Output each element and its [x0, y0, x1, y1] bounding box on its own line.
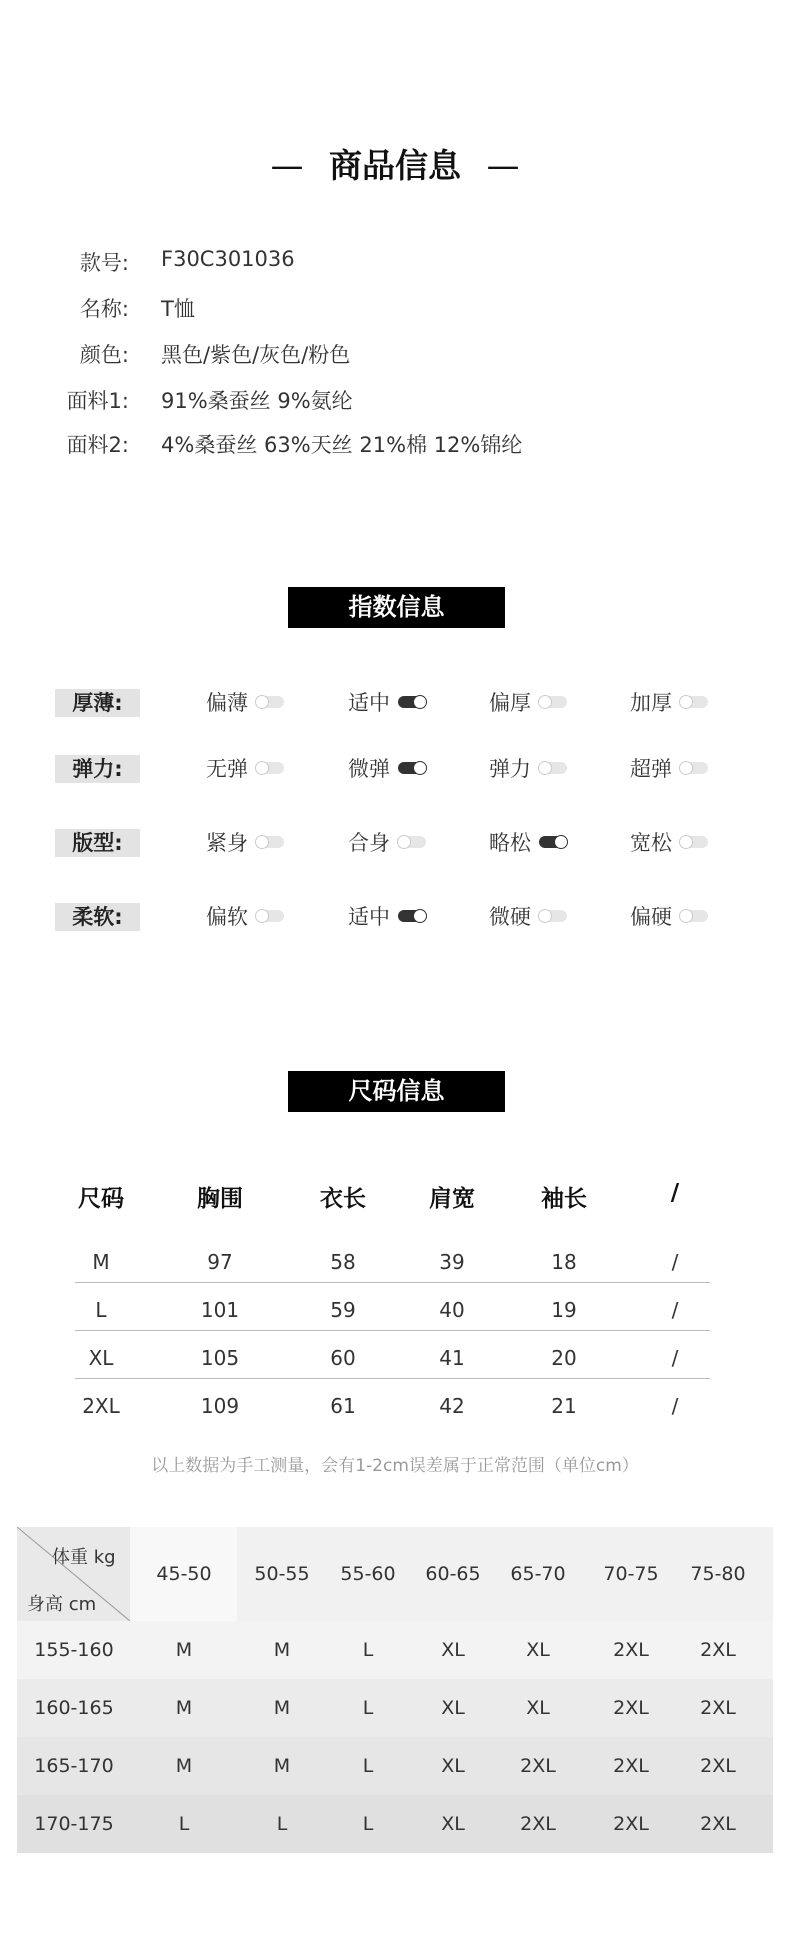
product-info-title: 商品信息	[329, 146, 461, 185]
size-cell: 2XL	[613, 1755, 649, 1777]
size-table-cell: 109	[200, 1394, 240, 1418]
index-row-label: 柔软:	[55, 903, 140, 931]
size-cell: XL	[441, 1639, 465, 1661]
index-option	[206, 903, 284, 931]
title-dash-left: —	[270, 146, 304, 185]
recommend-row	[17, 1737, 773, 1795]
index-option	[348, 903, 426, 931]
index-option-label: 合身	[348, 831, 390, 855]
corner-label-height: 身高 cm	[27, 1594, 97, 1615]
info-label: 名称:	[79, 297, 129, 321]
index-option-label: 适中	[348, 691, 390, 715]
toggle-knob	[413, 909, 427, 923]
size-cell: 2XL	[613, 1697, 649, 1719]
size-cell: 2XL	[700, 1697, 736, 1719]
size-table-cell: 97	[207, 1250, 233, 1274]
size-table-cell: 19	[551, 1298, 577, 1322]
toggle-switch	[256, 836, 284, 848]
info-label: 面料2:	[66, 433, 129, 457]
size-table-cell: /	[671, 1346, 679, 1370]
size-table-cell: L	[95, 1298, 107, 1322]
size-table-cell: 58	[330, 1250, 356, 1274]
index-option-label: 紧身	[206, 831, 248, 855]
size-cell: 2XL	[700, 1813, 736, 1835]
size-cell: XL	[526, 1697, 550, 1719]
index-row-label: 版型:	[55, 829, 140, 857]
info-row-style-no	[0, 247, 790, 287]
recommend-row	[17, 1795, 773, 1853]
toggle-knob	[413, 761, 427, 775]
index-option	[206, 689, 284, 717]
size-table-header: /	[670, 1180, 680, 1206]
index-option	[489, 755, 567, 783]
weight-header: 50-55	[254, 1563, 310, 1585]
index-option-label: 微硬	[489, 905, 531, 929]
index-option-label: 偏薄	[206, 691, 248, 715]
weight-header: 70-75	[603, 1563, 659, 1585]
size-table-header: 衣长	[320, 1186, 366, 1212]
height-range-cell: 165-170	[34, 1755, 114, 1777]
info-row-name	[0, 293, 790, 333]
info-label: 颜色:	[79, 343, 129, 367]
size-cell: XL	[441, 1697, 465, 1719]
index-option-label: 超弹	[630, 757, 672, 781]
index-option-label: 加厚	[630, 691, 672, 715]
size-cell: 2XL	[613, 1639, 649, 1661]
weight-header: 60-65	[425, 1563, 481, 1585]
info-value: T恤	[161, 297, 195, 321]
toggle-knob	[679, 909, 693, 923]
row-divider	[75, 1330, 710, 1331]
size-cell: 2XL	[520, 1755, 556, 1777]
index-option-label: 微弹	[348, 757, 390, 781]
toggle-switch	[680, 696, 708, 708]
toggle-switch	[680, 762, 708, 774]
size-cell: L	[362, 1813, 374, 1835]
index-option-label: 无弹	[206, 757, 248, 781]
size-cell: L	[362, 1697, 374, 1719]
index-option-label: 偏厚	[489, 691, 531, 715]
toggle-switch	[398, 836, 426, 848]
size-table-cell: XL	[88, 1346, 114, 1370]
index-info-banner: 指数信息	[288, 587, 505, 628]
index-option	[630, 829, 708, 857]
index-option	[206, 829, 284, 857]
toggle-knob	[397, 835, 411, 849]
toggle-knob	[413, 695, 427, 709]
info-value: 黑色/紫色/灰色/粉色	[161, 343, 351, 367]
size-table-cell: M	[92, 1250, 110, 1274]
size-cell: L	[362, 1755, 374, 1777]
info-label: 款号:	[79, 251, 129, 275]
product-info-section	[0, 0, 790, 480]
size-cell: XL	[526, 1639, 550, 1661]
weight-header: 65-70	[510, 1563, 566, 1585]
product-info-title-row	[0, 140, 790, 187]
size-cell: 2XL	[700, 1755, 736, 1777]
index-option-label: 偏硬	[630, 905, 672, 929]
toggle-knob	[554, 835, 568, 849]
toggle-knob	[679, 835, 693, 849]
index-option	[489, 829, 567, 857]
weight-header: 75-80	[690, 1563, 746, 1585]
size-table-cell: 101	[200, 1298, 240, 1322]
size-cell: M	[175, 1755, 193, 1777]
toggle-switch	[539, 762, 567, 774]
size-table-cell: /	[671, 1394, 679, 1418]
size-table-cell: 105	[200, 1346, 240, 1370]
size-info-banner: 尺码信息	[288, 1071, 505, 1112]
index-option-label: 略松	[489, 831, 531, 855]
height-range-cell: 170-175	[34, 1813, 114, 1835]
size-cell: XL	[441, 1755, 465, 1777]
recommend-row	[17, 1679, 773, 1737]
index-option	[630, 689, 708, 717]
index-option-label: 偏软	[206, 905, 248, 929]
toggle-switch	[256, 910, 284, 922]
toggle-switch	[256, 696, 284, 708]
size-cell: M	[273, 1755, 291, 1777]
toggle-switch	[539, 910, 567, 922]
info-row-fabric-2	[0, 429, 790, 469]
index-option-label: 适中	[348, 905, 390, 929]
toggle-switch	[256, 762, 284, 774]
index-option	[206, 755, 284, 783]
size-cell: M	[175, 1697, 193, 1719]
toggle-knob	[255, 761, 269, 775]
size-table-cell: 61	[330, 1394, 356, 1418]
toggle-switch	[398, 762, 426, 774]
size-cell: M	[273, 1639, 291, 1661]
index-option	[630, 903, 708, 931]
info-value: 91%桑蚕丝 9%氨纶	[161, 389, 353, 413]
index-option	[489, 689, 567, 717]
index-option	[348, 689, 426, 717]
weight-header: 45-50	[156, 1563, 212, 1585]
size-cell: 2XL	[700, 1639, 736, 1661]
index-option-label: 弹力	[489, 757, 531, 781]
corner-label-weight: 体重 kg	[52, 1547, 116, 1568]
toggle-knob	[538, 761, 552, 775]
size-cell: L	[276, 1813, 288, 1835]
index-row-label: 弹力:	[55, 755, 140, 783]
info-row-color	[0, 339, 790, 379]
index-row-label: 厚薄:	[55, 689, 140, 717]
size-cell: XL	[441, 1813, 465, 1835]
toggle-knob	[538, 909, 552, 923]
size-table-cell: 40	[439, 1298, 465, 1322]
size-table-cell: 2XL	[82, 1394, 120, 1418]
info-label: 面料1:	[66, 389, 129, 413]
index-option	[348, 829, 426, 857]
toggle-switch	[398, 910, 426, 922]
toggle-switch	[680, 836, 708, 848]
size-table-cell: /	[671, 1250, 679, 1274]
row-divider	[75, 1282, 710, 1283]
toggle-switch	[680, 910, 708, 922]
size-table-cell: 41	[439, 1346, 465, 1370]
height-range-cell: 155-160	[34, 1639, 114, 1661]
title-dash-right: —	[486, 146, 520, 185]
size-table-cell: 20	[551, 1346, 577, 1370]
size-table-cell: /	[671, 1298, 679, 1322]
toggle-knob	[679, 695, 693, 709]
size-table-header: 袖长	[541, 1186, 587, 1212]
size-table-header: 胸围	[197, 1186, 243, 1212]
recommend-row	[17, 1621, 773, 1679]
size-table-cell: 60	[330, 1346, 356, 1370]
height-range-cell: 160-165	[34, 1697, 114, 1719]
toggle-switch	[539, 696, 567, 708]
toggle-knob	[255, 695, 269, 709]
weight-header: 55-60	[340, 1563, 396, 1585]
size-cell: L	[178, 1813, 190, 1835]
index-option	[348, 755, 426, 783]
info-row-fabric-1	[0, 385, 790, 425]
toggle-knob	[255, 835, 269, 849]
toggle-knob	[538, 695, 552, 709]
index-option-label: 宽松	[630, 831, 672, 855]
toggle-switch	[398, 696, 426, 708]
size-table-cell: 18	[551, 1250, 577, 1274]
size-table-header: 肩宽	[429, 1186, 475, 1212]
size-cell: 2XL	[613, 1813, 649, 1835]
size-cell: 2XL	[520, 1813, 556, 1835]
size-table-cell: 59	[330, 1298, 356, 1322]
row-divider	[75, 1378, 710, 1379]
size-table-cell: 39	[439, 1250, 465, 1274]
toggle-switch	[539, 836, 567, 848]
size-table-header: 尺码	[78, 1186, 124, 1212]
info-value: 4%桑蚕丝 63%天丝 21%棉 12%锦纶	[161, 433, 523, 457]
size-cell: M	[273, 1697, 291, 1719]
size-table-cell: 21	[551, 1394, 577, 1418]
index-option	[489, 903, 567, 931]
toggle-knob	[255, 909, 269, 923]
size-table-cell: 42	[439, 1394, 465, 1418]
info-value: F30C301036	[161, 247, 295, 271]
index-option	[630, 755, 708, 783]
toggle-knob	[679, 761, 693, 775]
size-cell: L	[362, 1639, 374, 1661]
size-cell: M	[175, 1639, 193, 1661]
measurement-note: 以上数据为手工测量，会有1-2cm误差属于正常范围（单位cm）	[151, 1456, 639, 1476]
